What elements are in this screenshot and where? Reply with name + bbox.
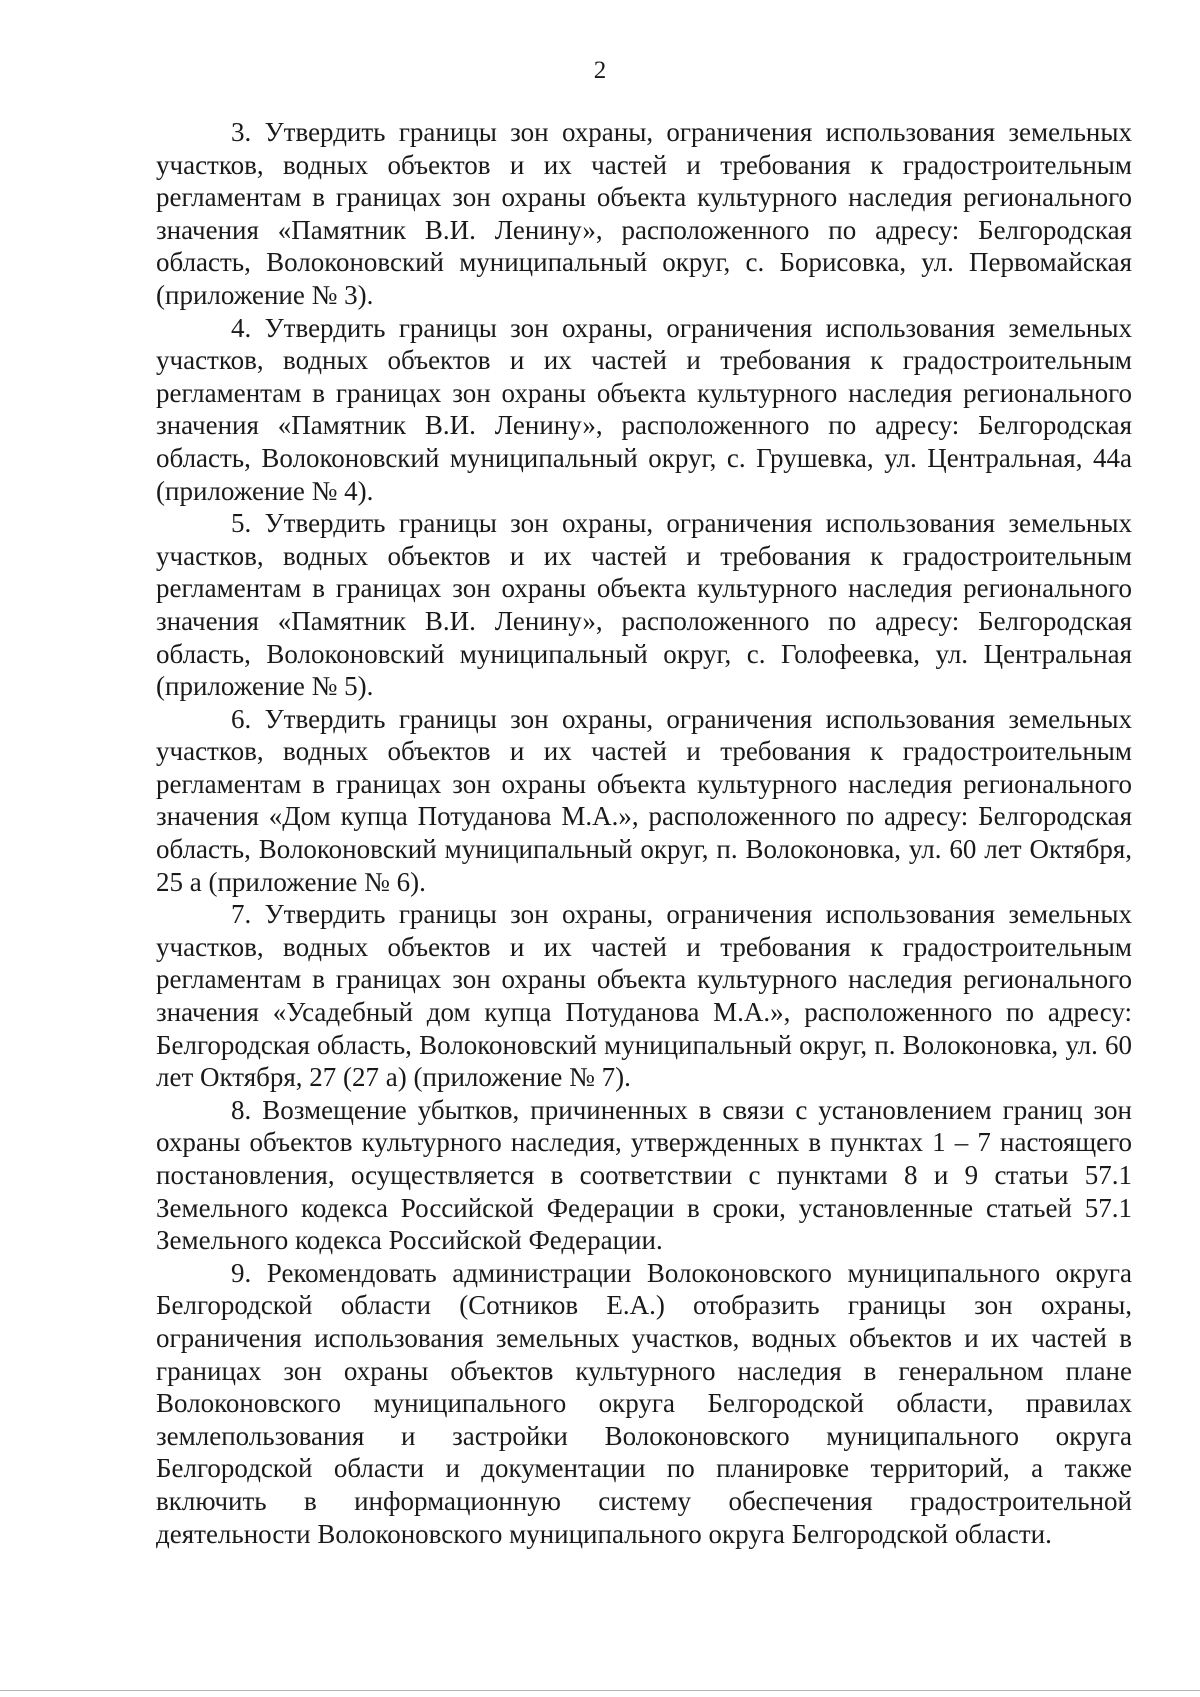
paragraph-item-6: 6. Утвердить границы зон охраны, ограничения использования земельных участков, водных объектов и их частей и требования к градостроительным регламентам в границах зон охраны объекта культурного наследия регионального значения «Дом купца Потуданова М.А.», расположенного по адресу: Белгородская область, Волоконовский муниципальный округ, п. Волоконовка, ул. 60 лет Октября, 25 а (приложение № 6). [156,703,1132,897]
page-number: 2 [593,57,607,84]
bottom-divider [0,1690,1200,1691]
paragraph-item-3: 3. Утвердить границы зон охраны, ограничения использования земельных участков, водных объектов и их частей и требования к градостроительным регламентам в границах зон охраны объекта культурного наследия регионального значения «Памятник В.И. Ленину», расположенного по адресу: Белгородская область, Волоконовский муниципальный округ, с. Борисовка, ул. Первомайская (приложение № 3). [156,117,1132,310]
document-body [156,116,1132,1550]
paragraph-item-5: 5. Утвердить границы зон охраны, ограничения использования земельных участков, водных объектов и их частей и требования к градостроительным регламентам в границах зон охраны объекта культурного наследия регионального значения «Памятник В.И. Ленину», расположенного по адресу: Белгородская область, Волоконовский муниципальный округ, с. Голофеевка, ул. Центральная (приложение № 5). [156,508,1132,702]
paragraph-item-8: 8. Возмещение убытков, причиненных в связи с установлением границ зон охраны объектов культурного наследия, утвержденных в пунктах 1 – 7 настоящего постановления, осуществляется в соответствии с пунктами 8 и 9 статьи 57.1 Земельного кодекса Российской Федерации в сроки, установленные статьей 57.1 Земельного кодекса Российской Федерации. [156,1094,1132,1256]
paragraph-item-7: 7. Утвердить границы зон охраны, ограничения использования земельных участков, водных объектов и их частей и требования к градостроительным регламентам в границах зон охраны объекта культурного наследия регионального значения «Усадебный дом купца Потуданова М.А.», расположенного по адресу: Белгородская область, Волоконовский муниципальный округ, п. Волоконовка, ул. 60 лет Октября, 27 (27 а) (приложение № 7). [156,899,1132,1093]
paragraph-item-9: 9. Рекомендовать администрации Волоконовского муниципального округа Белгородской области (Сотников Е.А.) отобразить границы зон охраны, ограничения использования земельных участков, водных объектов и их частей в границах зон охраны объектов культурного наследия в генеральном плане Волоконовского муниципального округа Белгородской области, правилах землепользования и застройки Волоконовского муниципального округа Белгородской области и документации по планировке территорий, а также включить в информационную систему обеспечения градостроительной деятельности Волоконовского муниципального округа Белгородской области. [156,1257,1132,1549]
paragraph-item-4: 4. Утвердить границы зон охраны, ограничения использования земельных участков, водных объектов и их частей и требования к градостроительным регламентам в границах зон охраны объекта культурного наследия регионального значения «Памятник В.И. Ленину», расположенного по адресу: Белгородская область, Волоконовский муниципальный округ, с. Грушевка, ул. Центральная, 44а (приложение № 4). [156,312,1132,506]
